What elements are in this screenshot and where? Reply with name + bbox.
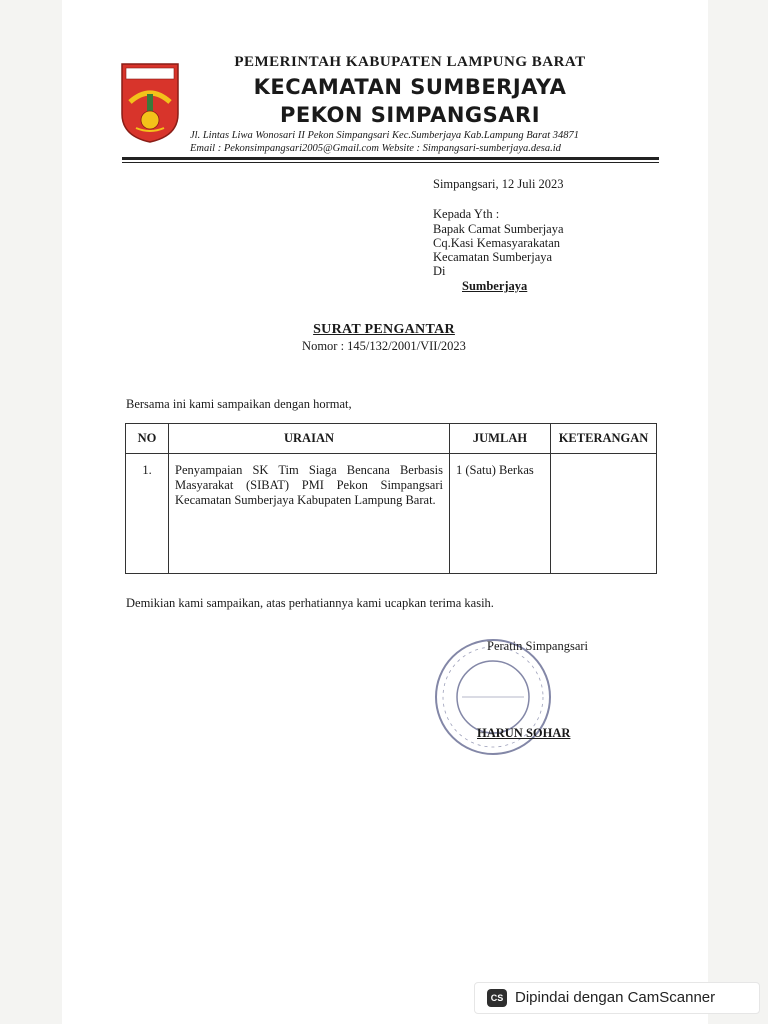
items-table [125, 423, 657, 574]
header-government: PEMERINTAH KABUPATEN LAMPUNG BARAT [234, 54, 586, 70]
recipient-line: Bapak Camat Sumberjaya [433, 222, 564, 236]
camscanner-watermark [474, 982, 760, 1014]
header-kecamatan: KECAMATAN SUMBERJAYA [253, 75, 567, 99]
opening-sentence: Bersama ini kami sampaikan dengan hormat, [126, 397, 352, 411]
column-header-no: NO [126, 424, 169, 454]
column-header-keterangan: KETERANGAN [551, 424, 657, 454]
letter-number: Nomor : 145/132/2001/VII/2023 [302, 339, 466, 353]
recipient-location: Sumberjaya [462, 279, 528, 293]
recipient-line: Kecamatan Sumberjaya [433, 250, 553, 264]
header-divider-thin [122, 162, 659, 163]
cell-jumlah: 1 (Satu) Berkas [450, 454, 551, 574]
place-date: Simpangsari, 12 Juli 2023 [433, 177, 564, 191]
recipient-line: Cq.Kasi Kemasyarakatan [433, 236, 561, 250]
header-email-website: Email : Pekonsimpangsari2005@Gmail.com Website : Simpangsari-sumberjaya.desa.id [190, 143, 561, 154]
header-address: Jl. Lintas Liwa Wonosari II Pekon Simpangsari Kec.Sumberjaya Kab.Lampung Barat 34871 [190, 130, 579, 141]
table-row [126, 454, 657, 574]
letter-title: SURAT PENGANTAR [313, 322, 455, 337]
cell-keterangan [551, 454, 657, 574]
recipient-line: Di [433, 264, 446, 278]
camscanner-text: Dipindai dengan CamScanner [515, 989, 716, 1006]
signatory-name: HARUN SOHAR [477, 726, 571, 740]
header-divider-thick [122, 157, 659, 160]
table-header-row [126, 424, 657, 454]
cell-no: 1. [126, 454, 169, 574]
cell-uraian: Penyampaian SK Tim Siaga Bencana Berbasis Masyarakat (SIBAT) PMI Pekon Simpangsari Kecamatan Sumberjaya Kabupaten Lampung Barat. [169, 454, 450, 574]
column-header-uraian: URAIAN [169, 424, 450, 454]
recipient-line: Kepada Yth : [433, 207, 500, 221]
header-pekon: PEKON SIMPANGSARI [279, 103, 541, 127]
closing-sentence: Demikian kami sampaikan, atas perhatiannya kami ucapkan terima kasih. [126, 596, 494, 610]
column-header-jumlah: JUMLAH [450, 424, 551, 454]
signatory-title: Peratin Simpangsari [487, 639, 589, 653]
camscanner-logo-icon: CS [487, 989, 507, 1007]
